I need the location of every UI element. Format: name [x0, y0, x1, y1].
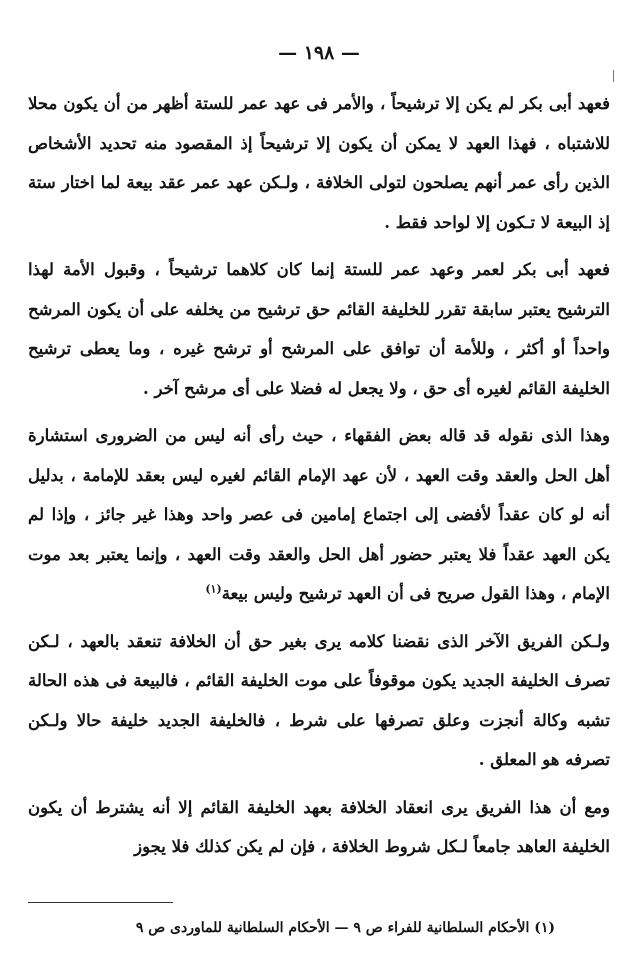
- paragraph-1: [28, 84, 610, 242]
- body-text: [28, 84, 610, 867]
- paragraph-3: [28, 416, 610, 614]
- paragraph-2: [28, 250, 610, 408]
- paragraph-5: [28, 788, 610, 867]
- paragraph-2-text: فعهد أبى بكر لعمر وعهد عمر للستة إنما كان كلاهما ترشيحاً ، وقبول الأمة لهذا الترشيح يعتبر سابقة تقرر للخليفة القائم حق ترشيح من يخلفه على أن يكون المرشح واحداً أو أكثر ، وللأمة أن توافق على المرشح أو ترشح غيره ، وما يعطى ترشيح الخليفة القائم لغيره أى حق ، ولا يجعل له فضلا على أى مرشح آخر .: [28, 260, 610, 398]
- scan-edge-mark: [613, 70, 614, 82]
- paragraph-4-text: ولـكن الفريق الآخر الذى نقضنا كلامه يرى بغير حق أن الخلافة تنعقد بالعهد ، لـكن تصرف الخليفة الجديد يكون موقوفاً على موت الخليفة القائم ، فالبيعة فى هذه الحالة تشبه وكالة أنجزت وعلق تصرفها على شرط ، فالخليفة الجديد خليفة حالا ولـكن تصرفه هو المعلق .: [28, 631, 610, 769]
- footnote-reference: (١): [205, 582, 222, 596]
- footnote: (١) الأحكام السلطانية للفراء ص ٩ — الأحكام السلطانية للماوردى ص ٩: [135, 920, 555, 936]
- paragraph-4: [28, 622, 610, 780]
- book-page: [28, 40, 610, 955]
- paragraph-3-text: وهذا الذى نقوله قد قاله بعض الفقهاء ، حيث رأى أنه ليس من الضرورى استشارة أهل الحل والعقد وقت العهد ، لأن عهد الإمام القائم لغيره ليس بعقد للإمامة ، بدليل أنه لو كان عقداً لأفضى إلى اجتماع إمامين فى عصر واحد وهذا غير جائز ، وإذا لم يكن العهد عقداً فلا يعتبر حضور أهل الحل والعقد وقت العهد ، وإنما يعتبر بعد موت الإمام ، وهذا القول صريح فى أن العهد ترشيح وليس بيعة: [28, 426, 610, 603]
- page-number: — ١٩٨ —: [278, 42, 360, 64]
- paragraph-1-text: فعهد أبى بكر لم يكن إلا ترشيحاً ، والأمر فى عهد عمر للستة أظهر من أن يكون محلا للاشتباه ، فهذا العهد لا يمكن أن يكون إلا ترشيحاً إذ المقصود منه تحديد الأشخاص الذين رأى عمر أنهم يصلحون لتولى الخلافة ، ولـكن عهد عمر عقد بيعة لما اختار ستة إذ البيعة لا تـكون إلا لواحد فقط .: [28, 94, 610, 232]
- paragraph-5-text: ومع أن هذا الفريق يرى انعقاد الخلافة بعهد الخليفة القائم إلا أنه يشترط أن يكون الخليفة العاهد جامعاً لـكل شروط الخلافة ، فإن لم يكن كذلك فلا يجوز: [28, 797, 610, 856]
- footnote-divider: [28, 902, 173, 903]
